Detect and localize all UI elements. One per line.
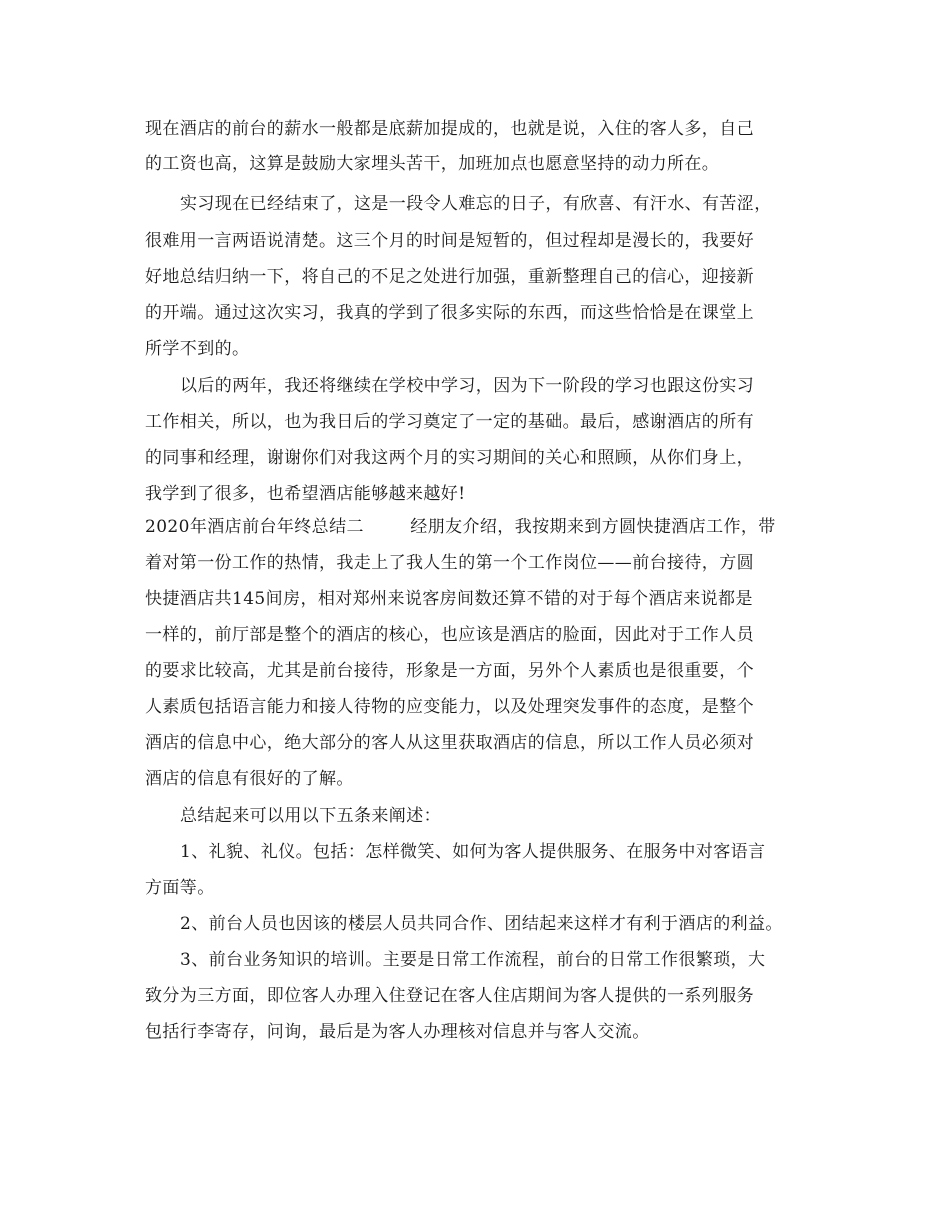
text-line: 人素质包括语言能力和接人待物的应变能力，以及处理突发事件的态度，是整个 [145,697,754,717]
text-line: 所学不到的。 [145,339,250,359]
text-line: 包括行李寄存，问询，最后是为客人办理核对信息并与客人交流。 [145,1022,650,1042]
text-line: 很难用一言两语说清楚。这三个月的时间是短暂的，但过程却是漫长的，我要好 [145,231,754,251]
text-line: 着对第一份工作的热情，我走上了我人生的第一个工作岗位——前台接待，方圆 [145,553,754,573]
text-line: 酒店的信息有很好的了解。 [145,769,354,789]
text-line: 的工资也高，这算是鼓励大家埋头苦干，加班加点也愿意坚持的动力所在。 [145,154,720,174]
text-line: 致分为三方面，即位客人办理入住登记在客人住店期间为客人提供的一系列服务 [145,986,754,1006]
text-line: 现在酒店的前台的薪水一般都是底薪加提成的，也就是说，入住的客人多，自己 [145,119,754,139]
text-line: 一样的，前厅部是整个的酒店的核心，也应该是酒店的脸面，因此对于工作人员 [145,625,754,645]
section-heading-line: 2020年酒店前台年终总结二 经朋友介绍，我按期来到方圆快捷酒店工作，带 [145,517,776,537]
text-line: 工作相关，所以，也为我日后的学习奠定了一定的基础。最后，感谢酒店的所有 [145,412,754,432]
paragraph-start-line: 实习现在已经结束了，这是一段令人难忘的日子，有欣喜、有汗水、有苦涩， [180,194,772,214]
list-item-line: 3、前台业务知识的培训。主要是日常工作流程，前台的日常工作很繁琐，大 [180,950,766,970]
text-line: 的要求比较高，尤其是前台接待，形象是一方面，另外个人素质也是很重要，个 [145,661,754,681]
list-item-line: 2、前台人员也因该的楼层人员共同合作、团结起来这样才有利于酒店的利益。 [180,914,783,934]
text-line: 的同事和经理，谢谢你们对我这两个月的实习期间的关心和照顾，从你们身上， [145,448,754,468]
list-item-line: 1、礼貌、礼仪。包括：怎样微笑、如何为客人提供服务、在服务中对客语言 [180,842,766,862]
text-line: 快捷酒店共145间房，相对郑州来说客房间数还算不错的对于每个酒店来说都是 [145,589,753,609]
text-line: 的开端。通过这次实习，我真的学到了很多实际的东西，而这些恰恰是在课堂上 [145,303,754,323]
text-line: 好地总结归纳一下，将自己的不足之处进行加强，重新整理自己的信心，迎接新 [145,267,754,287]
text-line: 我学到了很多，也希望酒店能够越来越好! [145,484,466,504]
paragraph-start-line: 总结起来可以用以下五条来阐述： [180,806,441,826]
text-line: 酒店的信息中心，绝大部分的客人从这里获取酒店的信息，所以工作人员必须对 [145,733,754,753]
text-line: 方面等。 [145,878,215,898]
paragraph-start-line: 以后的两年，我还将继续在学校中学习，因为下一阶段的学习也跟这份实习 [180,376,755,396]
